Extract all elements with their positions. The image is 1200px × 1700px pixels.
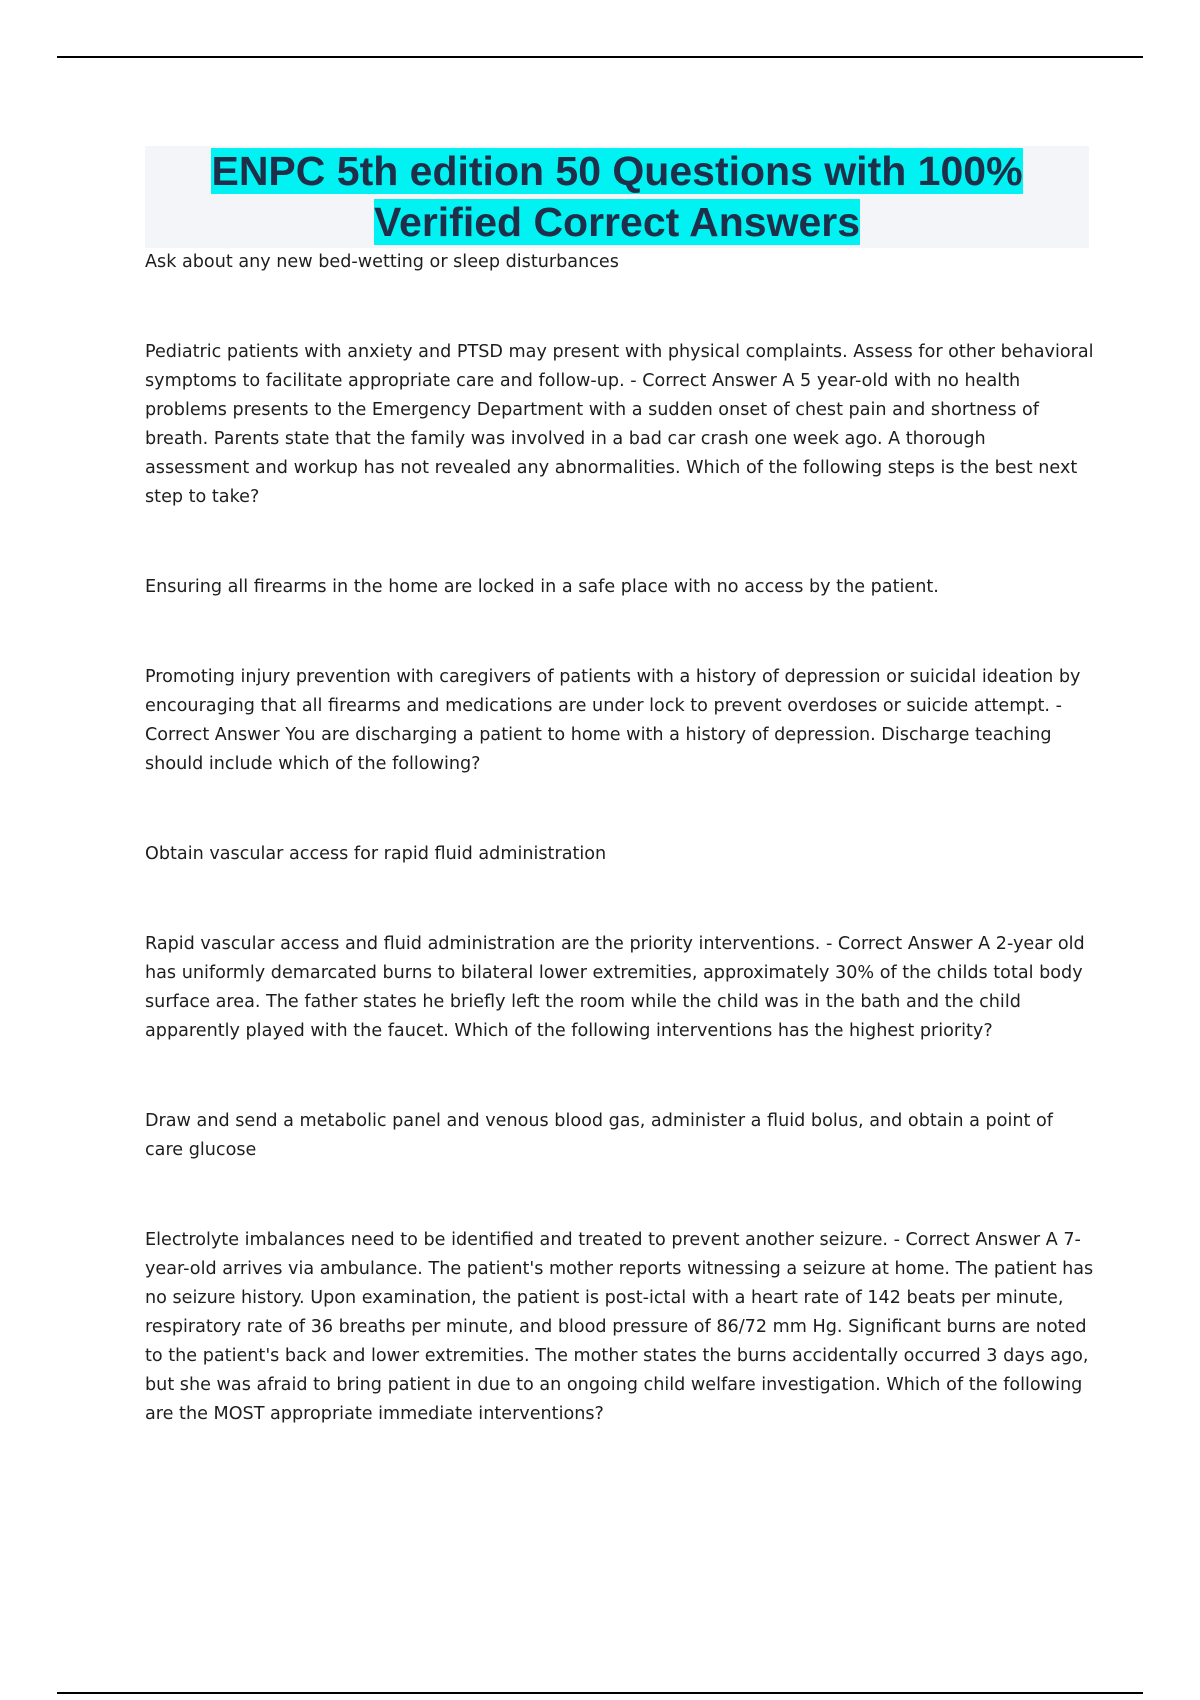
document-title-block bbox=[145, 146, 1089, 248]
paragraph-question-4: Electrolyte imbalances need to be identified and treated to prevent another seizure. - Correct Answer A 7-year-old arrives via ambulance. The patient's mother reports witnessing a seizure at home. The patient has no seizure history. Upon examination, the patient is post-ictal with a heart rate of 142 beats per minute, respiratory rate of 36 breaths per minute, and blood pressure of 86/72 mm Hg. Significant burns are noted to the patient's back and lower extremities. The mother states the burns accidentally occurred 3 days ago, but she was afraid to bring patient in due to an ongoing child welfare investigation. Which of the following are the MOST appropriate immediate interventions? bbox=[145, 1230, 1094, 1424]
document-title bbox=[145, 146, 1089, 248]
title-line-1: ENPC 5th edition 50 Questions with 100% bbox=[211, 148, 1023, 194]
top-rule bbox=[57, 56, 1143, 58]
paragraph-answer-4: Draw and send a metabolic panel and venous blood gas, administer a fluid bolus, and obtain a point of care glucose bbox=[145, 1111, 1053, 1160]
paragraph-question-2: Promoting injury prevention with caregivers of patients with a history of depression or suicidal ideation by encouraging that all firearms and medications are under lock to prevent overdoses or suicide attempt. - Correct Answer You are discharging a patient to home with a history of depression. Discharge teaching should include which of the following? bbox=[145, 667, 1081, 774]
paragraph-question-1: Pediatric patients with anxiety and PTSD may present with physical complaints. Assess for other behavioral symptoms to facilitate appropriate care and follow-up. - Correct Answer A 5 year-old with no health problems presents to the Emergency Department with a sudden onset of chest pain and shortness of breath. Parents state that the family was involved in a bad car crash one week ago. A thorough assessment and workup has not revealed any abnormalities. Which of the following steps is the best next step to take? bbox=[145, 342, 1094, 507]
bottom-rule bbox=[57, 1692, 1143, 1694]
paragraph-answer-3: Obtain vascular access for rapid fluid administration bbox=[145, 844, 607, 864]
paragraph-question-3: Rapid vascular access and fluid administration are the priority interventions. - Correct Answer A 2-year old has uniformly demarcated burns to bilateral lower extremities, approximately 30% of the childs total body surface area. The father states he briefly left the room while the child was in the bath and the child apparently played with the faucet. Which of the following interventions has the highest priority? bbox=[145, 934, 1085, 1041]
document-body bbox=[145, 248, 1095, 1490]
paragraph-answer-2: Ensuring all firearms in the home are locked in a safe place with no access by the patient. bbox=[145, 577, 939, 597]
title-line-2: Verified Correct Answers bbox=[373, 199, 861, 245]
paragraph-answer-1: Ask about any new bed-wetting or sleep disturbances bbox=[145, 252, 619, 272]
